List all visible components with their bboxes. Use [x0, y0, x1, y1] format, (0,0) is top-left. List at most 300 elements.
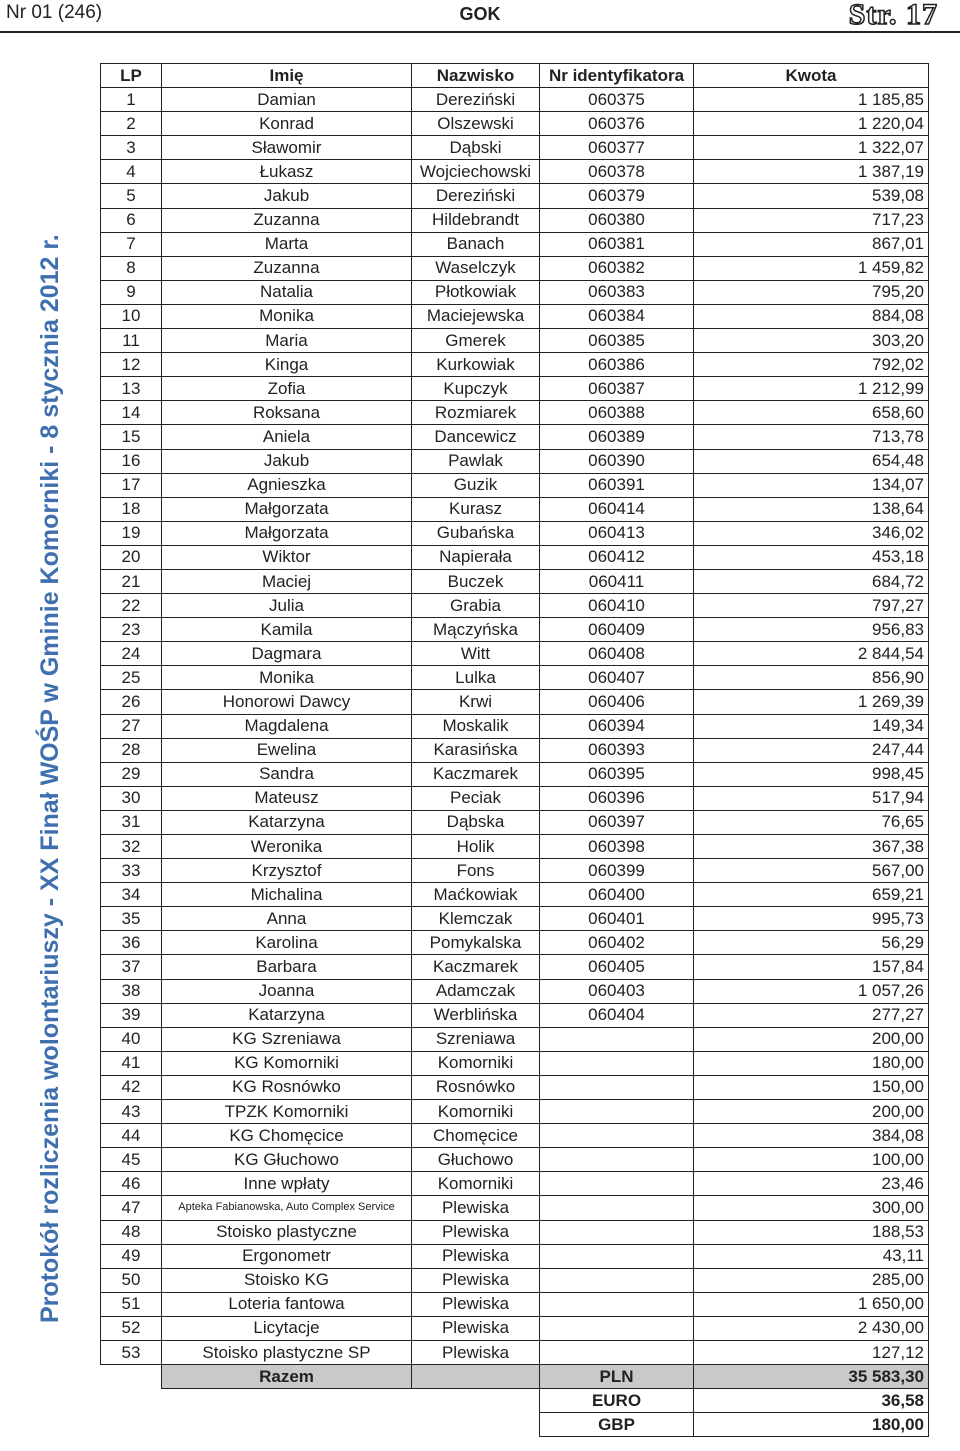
table-row [101, 883, 929, 907]
cell-id: 060411 [540, 569, 694, 593]
table-row [101, 1340, 929, 1364]
cell-amount: 856,90 [694, 666, 929, 690]
cell-id: 060410 [540, 594, 694, 618]
cell-first-name: Barbara [162, 955, 412, 979]
cell-last-name: Dancewicz [412, 425, 540, 449]
cell-lp: 12 [101, 353, 162, 377]
cell-id: 060403 [540, 979, 694, 1003]
header-divider [0, 31, 960, 33]
summary-currency: EURO [540, 1389, 694, 1413]
cell-first-name: Ergonometr [162, 1244, 412, 1268]
table-row [101, 594, 929, 618]
cell-id [540, 1148, 694, 1172]
cell-first-name: Roksana [162, 401, 412, 425]
cell-last-name: Plewiska [412, 1340, 540, 1364]
cell-amount: 998,45 [694, 762, 929, 786]
cell-amount: 684,72 [694, 569, 929, 593]
cell-id: 060377 [540, 136, 694, 160]
cell-id [540, 1244, 694, 1268]
cell-last-name: Gmerek [412, 329, 540, 353]
cell-first-name: Katarzyna [162, 1003, 412, 1027]
cell-lp: 43 [101, 1100, 162, 1124]
cell-lp: 20 [101, 545, 162, 569]
cell-last-name: Holik [412, 835, 540, 859]
cell-amount: 2 844,54 [694, 642, 929, 666]
cell-id [540, 1340, 694, 1364]
cell-amount: 157,84 [694, 955, 929, 979]
cell-amount: 200,00 [694, 1027, 929, 1051]
cell-amount: 43,11 [694, 1244, 929, 1268]
cell-lp: 41 [101, 1051, 162, 1075]
table-row [101, 1148, 929, 1172]
cell-first-name: Konrad [162, 112, 412, 136]
cell-first-name: Monika [162, 304, 412, 328]
cell-first-name: KG Szreniawa [162, 1027, 412, 1051]
cell-amount: 717,23 [694, 208, 929, 232]
cell-last-name: Karasińska [412, 738, 540, 762]
cell-first-name: Loteria fantowa [162, 1292, 412, 1316]
table-row [101, 304, 929, 328]
table-row [101, 569, 929, 593]
cell-amount: 659,21 [694, 883, 929, 907]
cell-last-name: Plewiska [412, 1196, 540, 1220]
cell-amount: 792,02 [694, 353, 929, 377]
cell-id: 060396 [540, 786, 694, 810]
cell-last-name: Komorniki [412, 1051, 540, 1075]
cell-first-name: Katarzyna [162, 810, 412, 834]
table-row [101, 1196, 929, 1220]
cell-last-name: Klemczak [412, 907, 540, 931]
cell-amount: 100,00 [694, 1148, 929, 1172]
cell-lp: 11 [101, 329, 162, 353]
cell-amount: 956,83 [694, 618, 929, 642]
cell-last-name: Wojciechowski [412, 160, 540, 184]
cell-id: 060395 [540, 762, 694, 786]
cell-first-name: Sławomir [162, 136, 412, 160]
cell-lp: 47 [101, 1196, 162, 1220]
summary-amount: 180,00 [694, 1413, 929, 1437]
table-row [101, 835, 929, 859]
cell-first-name: Apteka Fabianowska, Auto Complex Service [162, 1196, 412, 1220]
cell-last-name: Napierała [412, 545, 540, 569]
column-header-id: Nr identyfikatora [540, 64, 694, 88]
cell-amount: 300,00 [694, 1196, 929, 1220]
cell-first-name: Stoisko plastyczne SP [162, 1340, 412, 1364]
cell-last-name: Dąbski [412, 136, 540, 160]
publication-name: GOK [459, 4, 501, 24]
cell-first-name: Jakub [162, 449, 412, 473]
cell-first-name: Kamila [162, 618, 412, 642]
cell-id [540, 1124, 694, 1148]
cell-lp: 25 [101, 666, 162, 690]
summary-section [101, 1365, 929, 1437]
cell-first-name: Ewelina [162, 738, 412, 762]
cell-amount: 453,18 [694, 545, 929, 569]
cell-last-name: Maciejewska [412, 304, 540, 328]
cell-id: 060387 [540, 377, 694, 401]
volunteer-table [100, 63, 929, 1437]
table-row [101, 1292, 929, 1316]
summary-amount: 36,58 [694, 1389, 929, 1413]
cell-lp: 51 [101, 1292, 162, 1316]
table-row [101, 232, 929, 256]
table-row [101, 738, 929, 762]
cell-amount: 1 212,99 [694, 377, 929, 401]
cell-amount: 658,60 [694, 401, 929, 425]
cell-last-name: Buczek [412, 569, 540, 593]
cell-amount: 138,64 [694, 497, 929, 521]
cell-last-name: Pawlak [412, 449, 540, 473]
cell-id: 060409 [540, 618, 694, 642]
cell-lp: 39 [101, 1003, 162, 1027]
cell-last-name: Głuchowo [412, 1148, 540, 1172]
table-row [101, 642, 929, 666]
cell-last-name: Rosnówko [412, 1075, 540, 1099]
cell-amount: 567,00 [694, 859, 929, 883]
cell-id: 060394 [540, 714, 694, 738]
table-row [101, 955, 929, 979]
cell-id: 060381 [540, 232, 694, 256]
table-row [101, 280, 929, 304]
cell-last-name: Kurkowiak [412, 353, 540, 377]
table-row [101, 425, 929, 449]
table-row [101, 1100, 929, 1124]
summary-row-euro [101, 1389, 929, 1413]
cell-first-name: Wiktor [162, 545, 412, 569]
cell-amount: 277,27 [694, 1003, 929, 1027]
table-row [101, 810, 929, 834]
cell-amount: 23,46 [694, 1172, 929, 1196]
cell-first-name: Jakub [162, 184, 412, 208]
cell-id: 060380 [540, 208, 694, 232]
cell-first-name: Monika [162, 666, 412, 690]
summary-row-pln [101, 1365, 929, 1389]
cell-amount: 1 057,26 [694, 979, 929, 1003]
cell-last-name: Plewiska [412, 1220, 540, 1244]
cell-amount: 150,00 [694, 1075, 929, 1099]
cell-first-name: KG Głuchowo [162, 1148, 412, 1172]
cell-last-name: Hildebrandt [412, 208, 540, 232]
column-header-lp: LP [101, 64, 162, 88]
cell-lp: 37 [101, 955, 162, 979]
cell-amount: 867,01 [694, 232, 929, 256]
cell-first-name: Natalia [162, 280, 412, 304]
cell-lp: 6 [101, 208, 162, 232]
cell-last-name: Waselczyk [412, 256, 540, 280]
cell-last-name: Plewiska [412, 1244, 540, 1268]
cell-first-name: Maria [162, 329, 412, 353]
cell-id: 060378 [540, 160, 694, 184]
cell-id: 060385 [540, 329, 694, 353]
cell-id [540, 1172, 694, 1196]
cell-first-name: Aniela [162, 425, 412, 449]
table-row [101, 979, 929, 1003]
cell-lp: 49 [101, 1244, 162, 1268]
cell-id [540, 1100, 694, 1124]
cell-first-name: Zuzanna [162, 208, 412, 232]
cell-lp: 40 [101, 1027, 162, 1051]
cell-id [540, 1196, 694, 1220]
cell-amount: 180,00 [694, 1051, 929, 1075]
cell-amount: 56,29 [694, 931, 929, 955]
cell-id: 060399 [540, 859, 694, 883]
table-row [101, 353, 929, 377]
table-row [101, 859, 929, 883]
cell-first-name: KG Rosnówko [162, 1075, 412, 1099]
cell-amount: 1 185,85 [694, 88, 929, 112]
cell-lp: 18 [101, 497, 162, 521]
cell-id: 060390 [540, 449, 694, 473]
cell-first-name: Damian [162, 88, 412, 112]
cell-id: 060393 [540, 738, 694, 762]
cell-first-name: Krzysztof [162, 859, 412, 883]
side-title: Protokół rozliczenia wolontariuszy - XX Finał WOŚP w Gminie Komorniki - 8 stycznia 2012 r. [36, 234, 64, 1323]
cell-id: 060397 [540, 810, 694, 834]
cell-lp: 7 [101, 232, 162, 256]
cell-id: 060402 [540, 931, 694, 955]
table-row [101, 907, 929, 931]
cell-lp: 2 [101, 112, 162, 136]
cell-first-name: Karolina [162, 931, 412, 955]
table-header-row [101, 64, 929, 88]
cell-amount: 797,27 [694, 594, 929, 618]
cell-lp: 50 [101, 1268, 162, 1292]
cell-id: 060382 [540, 256, 694, 280]
table-row [101, 1051, 929, 1075]
cell-amount: 1 220,04 [694, 112, 929, 136]
cell-id: 060413 [540, 521, 694, 545]
cell-amount: 654,48 [694, 449, 929, 473]
column-header-last-name: Nazwisko [412, 64, 540, 88]
table-row [101, 1124, 929, 1148]
cell-id: 060404 [540, 1003, 694, 1027]
cell-lp: 44 [101, 1124, 162, 1148]
cell-id [540, 1292, 694, 1316]
cell-lp: 32 [101, 835, 162, 859]
table-row [101, 1003, 929, 1027]
cell-id: 060406 [540, 690, 694, 714]
cell-last-name: Olszewski [412, 112, 540, 136]
cell-id: 060405 [540, 955, 694, 979]
cell-lp: 21 [101, 569, 162, 593]
cell-amount: 367,38 [694, 835, 929, 859]
table-row [101, 786, 929, 810]
cell-lp: 34 [101, 883, 162, 907]
cell-last-name: Plewiska [412, 1268, 540, 1292]
cell-amount: 1 322,07 [694, 136, 929, 160]
table-row [101, 521, 929, 545]
column-header-first-name: Imię [162, 64, 412, 88]
cell-amount: 539,08 [694, 184, 929, 208]
summary-currency: GBP [540, 1413, 694, 1437]
cell-lp: 33 [101, 859, 162, 883]
summary-blank [101, 1413, 540, 1437]
cell-id: 060376 [540, 112, 694, 136]
cell-lp: 29 [101, 762, 162, 786]
cell-first-name: Marta [162, 232, 412, 256]
cell-lp: 31 [101, 810, 162, 834]
cell-id: 060388 [540, 401, 694, 425]
cell-last-name: Kaczmarek [412, 955, 540, 979]
cell-lp: 27 [101, 714, 162, 738]
table-row [101, 1244, 929, 1268]
table-row [101, 184, 929, 208]
table-row [101, 618, 929, 642]
cell-last-name: Krwi [412, 690, 540, 714]
cell-first-name: Julia [162, 594, 412, 618]
cell-id: 060386 [540, 353, 694, 377]
cell-lp: 36 [101, 931, 162, 955]
cell-id [540, 1075, 694, 1099]
table-row [101, 401, 929, 425]
cell-first-name: Licytacje [162, 1316, 412, 1340]
cell-lp: 38 [101, 979, 162, 1003]
cell-lp: 42 [101, 1075, 162, 1099]
cell-first-name: KG Chomęcice [162, 1124, 412, 1148]
table-row [101, 136, 929, 160]
cell-first-name: Stoisko KG [162, 1268, 412, 1292]
cell-amount: 285,00 [694, 1268, 929, 1292]
table-row [101, 1172, 929, 1196]
cell-id [540, 1316, 694, 1340]
table-row [101, 377, 929, 401]
table-body [101, 88, 929, 1365]
cell-amount: 884,08 [694, 304, 929, 328]
cell-amount: 795,20 [694, 280, 929, 304]
summary-amount: 35 583,30 [694, 1365, 929, 1389]
cell-lp: 45 [101, 1148, 162, 1172]
table-row [101, 666, 929, 690]
cell-amount: 517,94 [694, 786, 929, 810]
cell-amount: 149,34 [694, 714, 929, 738]
cell-amount: 1 269,39 [694, 690, 929, 714]
cell-first-name: Agnieszka [162, 473, 412, 497]
cell-lp: 8 [101, 256, 162, 280]
table-row [101, 1316, 929, 1340]
cell-first-name: Michalina [162, 883, 412, 907]
cell-lp: 30 [101, 786, 162, 810]
table-row [101, 329, 929, 353]
cell-last-name: Dereziński [412, 88, 540, 112]
table-row [101, 256, 929, 280]
cell-amount: 1 387,19 [694, 160, 929, 184]
cell-last-name: Płotkowiak [412, 280, 540, 304]
table-row [101, 88, 929, 112]
table-row [101, 1027, 929, 1051]
cell-first-name: Mateusz [162, 786, 412, 810]
cell-id [540, 1027, 694, 1051]
cell-id: 060401 [540, 907, 694, 931]
cell-last-name: Komorniki [412, 1172, 540, 1196]
cell-amount: 1 650,00 [694, 1292, 929, 1316]
summary-blank [101, 1365, 162, 1389]
table-row [101, 762, 929, 786]
cell-last-name: Lulka [412, 666, 540, 690]
cell-id: 060383 [540, 280, 694, 304]
cell-lp: 19 [101, 521, 162, 545]
cell-id: 060379 [540, 184, 694, 208]
table-row [101, 449, 929, 473]
cell-first-name: Anna [162, 907, 412, 931]
cell-lp: 15 [101, 425, 162, 449]
cell-last-name: Komorniki [412, 1100, 540, 1124]
cell-last-name: Kupczyk [412, 377, 540, 401]
summary-blank [101, 1389, 540, 1413]
cell-last-name: Chomęcice [412, 1124, 540, 1148]
cell-first-name: Stoisko plastyczne [162, 1220, 412, 1244]
cell-lp: 3 [101, 136, 162, 160]
cell-first-name: Zofia [162, 377, 412, 401]
cell-first-name: TPZK Komorniki [162, 1100, 412, 1124]
cell-first-name: Łukasz [162, 160, 412, 184]
cell-first-name: Małgorzata [162, 497, 412, 521]
cell-lp: 24 [101, 642, 162, 666]
cell-last-name: Guzik [412, 473, 540, 497]
table-row [101, 1220, 929, 1244]
cell-last-name: Werblińska [412, 1003, 540, 1027]
table-row [101, 1268, 929, 1292]
cell-lp: 13 [101, 377, 162, 401]
cell-first-name: Inne wpłaty [162, 1172, 412, 1196]
cell-id: 060408 [540, 642, 694, 666]
cell-amount: 76,65 [694, 810, 929, 834]
cell-lp: 35 [101, 907, 162, 931]
cell-last-name: Moskalik [412, 714, 540, 738]
cell-lp: 14 [101, 401, 162, 425]
table-row [101, 545, 929, 569]
cell-first-name: Joanna [162, 979, 412, 1003]
cell-id: 060384 [540, 304, 694, 328]
cell-id: 060391 [540, 473, 694, 497]
column-header-amount: Kwota [694, 64, 929, 88]
cell-lp: 16 [101, 449, 162, 473]
cell-last-name: Kurasz [412, 497, 540, 521]
cell-first-name: Małgorzata [162, 521, 412, 545]
cell-amount: 713,78 [694, 425, 929, 449]
cell-lp: 9 [101, 280, 162, 304]
table-row [101, 208, 929, 232]
cell-lp: 28 [101, 738, 162, 762]
cell-amount: 2 430,00 [694, 1316, 929, 1340]
cell-lp: 4 [101, 160, 162, 184]
table-row [101, 1075, 929, 1099]
cell-amount: 127,12 [694, 1340, 929, 1364]
cell-last-name: Maćkowiak [412, 883, 540, 907]
table-row [101, 931, 929, 955]
page-number: Str. 17 [848, 0, 938, 31]
cell-lp: 53 [101, 1340, 162, 1364]
cell-amount: 1 459,82 [694, 256, 929, 280]
cell-last-name: Pomykalska [412, 931, 540, 955]
table-row [101, 160, 929, 184]
cell-amount: 303,20 [694, 329, 929, 353]
cell-lp: 17 [101, 473, 162, 497]
cell-last-name: Kaczmarek [412, 762, 540, 786]
summary-gray-cell [412, 1365, 540, 1389]
cell-lp: 26 [101, 690, 162, 714]
table-row [101, 473, 929, 497]
cell-amount: 995,73 [694, 907, 929, 931]
cell-first-name: Sandra [162, 762, 412, 786]
cell-last-name: Plewiska [412, 1316, 540, 1340]
cell-last-name: Gubańska [412, 521, 540, 545]
cell-id: 060400 [540, 883, 694, 907]
cell-id [540, 1268, 694, 1292]
cell-lp: 1 [101, 88, 162, 112]
cell-first-name: Honorowi Dawcy [162, 690, 412, 714]
cell-first-name: Zuzanna [162, 256, 412, 280]
cell-id: 060407 [540, 666, 694, 690]
